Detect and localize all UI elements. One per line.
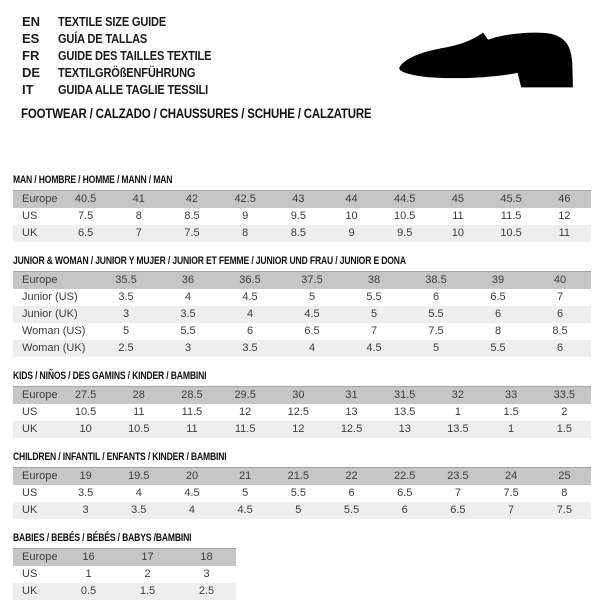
size-cell: 10 (325, 208, 378, 225)
size-cell: 8 (219, 225, 272, 242)
size-cell: 8 (467, 323, 529, 340)
size-cell: 41 (112, 191, 165, 209)
language-row-en (22, 13, 238, 30)
row-label: Europe (13, 549, 59, 567)
size-cell: 3.5 (157, 306, 219, 323)
size-cell: 42 (165, 191, 218, 209)
size-cell: 10.5 (485, 225, 538, 242)
table-header-row (13, 387, 591, 405)
size-cell: 11.5 (165, 404, 218, 421)
language-label: TEXTILE SIZE GUIDE (58, 14, 167, 29)
section-title-text: MAN / HOMBRE / HOMME / MANN / MAN (13, 174, 173, 186)
size-cell: 7.5 (405, 323, 467, 340)
size-cell: 6 (405, 289, 467, 306)
row-label: Woman (UK) (13, 340, 95, 357)
size-cell: 5 (405, 340, 467, 357)
size-cell: 11 (112, 404, 165, 421)
size-cell: 11 (538, 225, 591, 242)
language-label: TEXTILGRÖßENFÜHRUNG (58, 65, 196, 80)
size-cell: 36.5 (219, 272, 281, 290)
category-line-text: FOOTWEAR / CALZADO / CHAUSSURES / SCHUHE / CALZATURE (21, 106, 372, 121)
size-cell: 19.5 (112, 468, 165, 486)
section-title (13, 256, 591, 267)
size-cell: 0.5 (59, 583, 118, 600)
table-row (13, 306, 591, 323)
size-cell: 10.5 (59, 404, 112, 421)
size-cell: 40.5 (59, 191, 112, 209)
size-cell: 45 (431, 191, 484, 209)
row-label: Europe (13, 272, 95, 290)
size-cell: 7 (112, 225, 165, 242)
size-cell: 4.5 (165, 485, 218, 502)
size-cell: 3 (95, 306, 157, 323)
size-cell: 11 (165, 421, 218, 438)
size-cell: 24 (485, 468, 538, 486)
size-cell: 2.5 (177, 583, 236, 600)
row-label: US (13, 485, 59, 502)
language-code: FR (22, 48, 40, 63)
size-cell: 40 (529, 272, 591, 290)
size-cell: 43 (272, 191, 325, 209)
size-cell: 5.5 (343, 289, 405, 306)
row-label: US (13, 208, 59, 225)
size-cell: 36 (157, 272, 219, 290)
size-cell: 11.5 (219, 421, 272, 438)
size-cell: 1 (485, 421, 538, 438)
size-cell: 8 (112, 208, 165, 225)
row-label: Europe (13, 191, 59, 209)
size-cell: 12.5 (272, 404, 325, 421)
size-cell: 5.5 (157, 323, 219, 340)
size-cell: 9.5 (378, 225, 431, 242)
size-cell: 27.5 (59, 387, 112, 405)
size-cell: 5 (272, 502, 325, 519)
dress-shoe-icon (396, 30, 574, 94)
size-cell: 4 (112, 485, 165, 502)
row-label: Europe (13, 468, 59, 486)
section-title (13, 452, 591, 463)
size-cell: 20 (165, 468, 218, 486)
size-cell: 8 (538, 485, 591, 502)
size-table-children (13, 467, 591, 519)
section-title-text: KIDS / NIÑOS / DES GAMINS / KINDER / BAMBINI (13, 370, 207, 382)
size-cell: 9 (219, 208, 272, 225)
size-cell: 5 (219, 485, 272, 502)
size-cell: 6.5 (378, 485, 431, 502)
size-cell: 44.5 (378, 191, 431, 209)
row-label: UK (13, 421, 59, 438)
size-cell: 6 (529, 340, 591, 357)
size-cell: 2 (538, 404, 591, 421)
size-cell: 13 (378, 421, 431, 438)
size-cell: 4 (219, 306, 281, 323)
size-cell: 10 (431, 225, 484, 242)
size-cell: 7.5 (538, 502, 591, 519)
size-cell: 3 (177, 566, 236, 583)
size-cell: 1 (59, 566, 118, 583)
table-header-row (13, 191, 591, 209)
size-cell: 32 (431, 387, 484, 405)
size-cell: 7.5 (165, 225, 218, 242)
size-cell: 38 (343, 272, 405, 290)
table-row (13, 208, 591, 225)
section-title-text: BABIES / BEBÉS / BÉBÉS / BABYS /BAMBINI (13, 532, 192, 544)
language-code: EN (22, 14, 41, 29)
size-cell: 4.5 (343, 340, 405, 357)
size-table-babies (13, 548, 236, 600)
size-cell: 5.5 (272, 485, 325, 502)
table-row (13, 404, 591, 421)
table-row (13, 225, 591, 242)
row-label: US (13, 404, 59, 421)
size-cell: 5.5 (405, 306, 467, 323)
size-cell: 7 (343, 323, 405, 340)
size-cell: 33 (485, 387, 538, 405)
size-table-kids (13, 386, 591, 438)
size-cell: 10 (59, 421, 112, 438)
size-cell: 3 (157, 340, 219, 357)
size-cell: 9 (325, 225, 378, 242)
size-cell: 11.5 (485, 208, 538, 225)
size-cell: 6.5 (281, 323, 343, 340)
size-cell: 5 (281, 289, 343, 306)
size-cell: 4 (157, 289, 219, 306)
size-cell: 33.5 (538, 387, 591, 405)
size-cell: 7 (485, 502, 538, 519)
size-cell: 25 (538, 468, 591, 486)
language-label: GUIDE DES TAILLES TEXTILE (58, 48, 212, 63)
size-cell: 7.5 (59, 208, 112, 225)
section-title (13, 175, 591, 186)
size-cell: 45.5 (485, 191, 538, 209)
size-cell: 42.5 (219, 191, 272, 209)
size-cell: 8.5 (529, 323, 591, 340)
size-cell: 28.5 (165, 387, 218, 405)
size-cell: 31.5 (378, 387, 431, 405)
table-row (13, 340, 591, 357)
size-tables (13, 175, 591, 600)
size-cell: 17 (118, 549, 177, 567)
size-cell: 6.5 (467, 289, 529, 306)
size-cell: 13.5 (431, 421, 484, 438)
size-cell: 23.5 (431, 468, 484, 486)
size-table-man (13, 190, 591, 242)
row-label: US (13, 566, 59, 583)
table-row (13, 583, 236, 600)
size-cell: 28 (112, 387, 165, 405)
category-line (21, 105, 433, 122)
size-cell: 31 (325, 387, 378, 405)
size-cell: 13.5 (378, 404, 431, 421)
size-table-junior-woman (13, 271, 591, 357)
size-cell: 18 (177, 549, 236, 567)
language-list (22, 13, 238, 98)
language-code: DE (22, 65, 41, 80)
size-cell: 2.5 (95, 340, 157, 357)
table-header-row (13, 549, 236, 567)
table-row (13, 502, 591, 519)
language-code: ES (22, 31, 40, 46)
language-label: GUIDA ALLE TAGLIE TESSILI (58, 82, 209, 97)
size-cell: 6.5 (431, 502, 484, 519)
size-cell: 1 (431, 404, 484, 421)
row-label: Europe (13, 387, 59, 405)
size-cell: 30 (272, 387, 325, 405)
size-cell: 10.5 (378, 208, 431, 225)
size-cell: 11 (431, 208, 484, 225)
size-cell: 3.5 (219, 340, 281, 357)
size-cell: 46 (538, 191, 591, 209)
size-cell: 4 (165, 502, 218, 519)
size-cell: 9.5 (272, 208, 325, 225)
row-label: UK (13, 583, 59, 600)
table-row (13, 289, 591, 306)
size-cell: 3.5 (59, 485, 112, 502)
size-table-section-babies (13, 533, 591, 600)
section-title-text: JUNIOR & WOMAN / JUNIOR Y MUJER / JUNIOR ET FEMME / JUNIOR UND FRAU / JUNIOR E DONA (13, 255, 406, 267)
size-table-section-junior-woman (13, 256, 591, 357)
language-row-it (22, 81, 238, 98)
size-cell: 6 (219, 323, 281, 340)
size-cell: 4 (281, 340, 343, 357)
language-row-fr (22, 47, 238, 64)
size-cell: 7 (431, 485, 484, 502)
size-cell: 7.5 (485, 485, 538, 502)
table-row (13, 566, 236, 583)
language-row-es (22, 30, 238, 47)
size-cell: 6 (378, 502, 431, 519)
size-cell: 21 (219, 468, 272, 486)
size-cell: 13 (325, 404, 378, 421)
size-cell: 8.5 (165, 208, 218, 225)
language-label: GUÍA DE TALLAS (58, 31, 148, 46)
size-cell: 3.5 (95, 289, 157, 306)
size-cell: 29.5 (219, 387, 272, 405)
size-cell: 44 (325, 191, 378, 209)
section-title-text: CHILDREN / INFANTIL / ENFANTS / KINDER / BAMBINI (13, 451, 227, 463)
size-cell: 6 (529, 306, 591, 323)
size-cell: 35.5 (95, 272, 157, 290)
size-cell: 39 (467, 272, 529, 290)
size-cell: 6 (325, 485, 378, 502)
size-table-section-children (13, 452, 591, 519)
size-cell: 12 (272, 421, 325, 438)
size-cell: 4.5 (281, 306, 343, 323)
size-cell: 7 (529, 289, 591, 306)
language-code: IT (22, 82, 34, 97)
size-cell: 1.5 (118, 583, 177, 600)
size-cell: 37.5 (281, 272, 343, 290)
size-cell: 5 (95, 323, 157, 340)
size-cell: 16 (59, 549, 118, 567)
table-header-row (13, 468, 591, 486)
size-cell: 3 (59, 502, 112, 519)
table-row (13, 323, 591, 340)
size-cell: 19 (59, 468, 112, 486)
table-row (13, 485, 591, 502)
size-cell: 38.5 (405, 272, 467, 290)
row-label: Junior (US) (13, 289, 95, 306)
size-cell: 5 (343, 306, 405, 323)
table-header-row (13, 272, 591, 290)
size-table-section-kids (13, 371, 591, 438)
row-label: Woman (US) (13, 323, 95, 340)
table-row (13, 421, 591, 438)
size-cell: 22 (325, 468, 378, 486)
size-cell: 4.5 (219, 289, 281, 306)
size-cell: 6 (467, 306, 529, 323)
size-cell: 12 (219, 404, 272, 421)
language-row-de (22, 64, 238, 81)
size-cell: 12 (538, 208, 591, 225)
row-label: Junior (UK) (13, 306, 95, 323)
size-cell: 1.5 (538, 421, 591, 438)
size-cell: 5.5 (325, 502, 378, 519)
size-table-section-man (13, 175, 591, 242)
size-cell: 1.5 (485, 404, 538, 421)
section-title (13, 371, 591, 382)
section-title (13, 533, 591, 544)
size-cell: 22.5 (378, 468, 431, 486)
row-label: UK (13, 502, 59, 519)
size-cell: 8.5 (272, 225, 325, 242)
size-cell: 4.5 (219, 502, 272, 519)
size-cell: 21.5 (272, 468, 325, 486)
size-cell: 3.5 (112, 502, 165, 519)
row-label: UK (13, 225, 59, 242)
size-cell: 2 (118, 566, 177, 583)
size-cell: 6.5 (59, 225, 112, 242)
size-cell: 5.5 (467, 340, 529, 357)
size-cell: 12.5 (325, 421, 378, 438)
size-cell: 10.5 (112, 421, 165, 438)
